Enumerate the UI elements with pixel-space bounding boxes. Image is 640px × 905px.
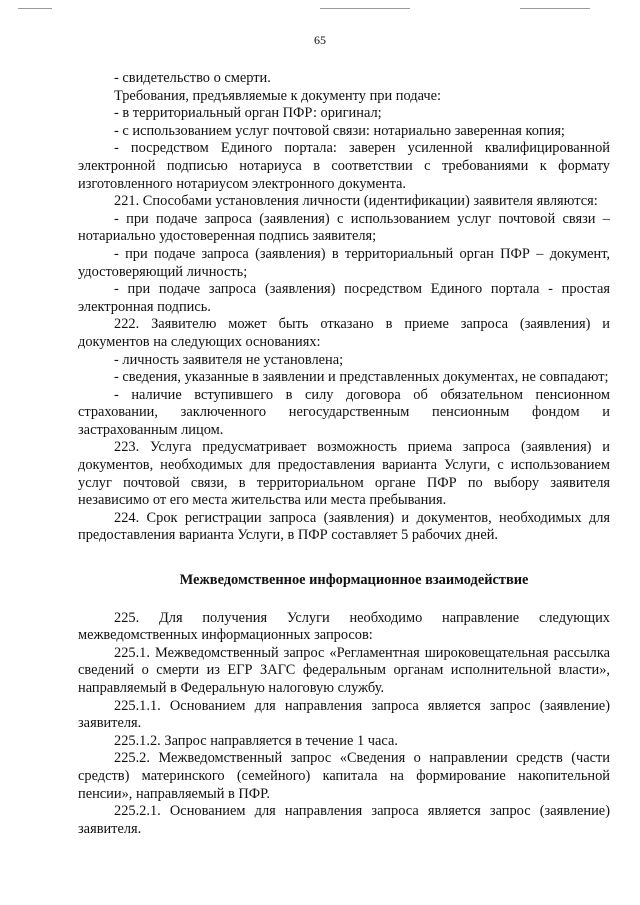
paragraph-224: 224. Срок регистрации запроса (заявления) и документов, необходимых для предоставления варианта Услуги, в ПФР составляет 5 рабочих дней. — [78, 509, 610, 544]
page-number: 65 — [314, 33, 326, 47]
list-item: - при подаче запроса (заявления) с использованием услуг почтовой связи – нотариально удостоверенная подпись заявителя; — [78, 210, 610, 245]
paragraph-225-2: 225.2. Межведомственный запрос «Сведения о направлении средств (части средств) материнского (семейного) капитала на формирование накопительной пенсии», направляемый в ПФР. — [78, 750, 610, 802]
scan-artifact — [520, 8, 590, 9]
list-item: - наличие вступившего в силу договора об обязательном пенсионном страховании, заключенного негосударственным пенсионным фондом и застрахованным лицом. — [78, 386, 610, 438]
paragraph-221: 221. Способами установления личности (идентификации) заявителя являются: — [114, 193, 598, 210]
list-item: - при подаче запроса (заявления) в территориальный орган ПФР – документ, удостоверяющий личность; — [78, 245, 610, 280]
paragraph-223: 223. Услуга предусматривает возможность приема запроса (заявления) и документов, необходимых для предоставления варианта Услуги, с использованием услуг почтовой связи, в территориальном органе ПФР по выбору заявителя независимо от его места жительства или места пребывания. — [78, 439, 610, 509]
scan-artifact — [18, 8, 52, 9]
paragraph-225-1-2: 225.1.2. Запрос направляется в течение 1 часа. — [114, 732, 398, 749]
list-item: - сведения, указанные в заявлении и представленных документах, не совпадают; — [114, 369, 609, 386]
paragraph-225: 225. Для получения Услуги необходимо направление следующих межведомственных информационных запросов: — [78, 609, 610, 644]
paragraph-225-2-1: 225.2.1. Основанием для направления запроса является запрос (заявление) заявителя. — [78, 803, 610, 837]
list-item: - личность заявителя не установлена; — [114, 351, 344, 368]
list-item: - посредством Единого портала: заверен усиленной квалифицированной электронной подписью нотариуса в соответствии с требованиями к формату изготовленного нотариусом электронного документа. — [78, 140, 610, 192]
list-item: - с использованием услуг почтовой связи: нотариально заверенная копия; — [114, 122, 565, 139]
paragraph-225-1: 225.1. Межведомственный запрос «Регламентная широковещательная рассылка сведений о смерти из ЕГР ЗАГС федеральным органам исполнительной власти», направляемый в Федеральную налоговую службу. — [78, 644, 610, 696]
paragraph-225-1-1: 225.1.1. Основанием для направления запроса является запрос (заявление) заявителя. — [78, 697, 610, 732]
list-item: - при подаче запроса (заявления) посредством Единого портала - простая электронная подпись. — [78, 281, 610, 315]
spacer — [78, 545, 610, 572]
paragraph: Требования, предъявляемые к документу при подаче: — [114, 87, 441, 104]
list-item: - свидетельство о смерти. — [114, 70, 271, 86]
document-body — [78, 70, 610, 838]
spacer — [78, 590, 610, 610]
scan-artifact — [320, 8, 410, 9]
list-item: - в территориальный орган ПФР: оригинал; — [114, 105, 382, 122]
section-heading: Межведомственное информационное взаимодействие — [179, 572, 529, 589]
paragraph-222: 222. Заявителю может быть отказано в приеме запроса (заявления) и документов на следующих основаниях: — [78, 316, 610, 350]
